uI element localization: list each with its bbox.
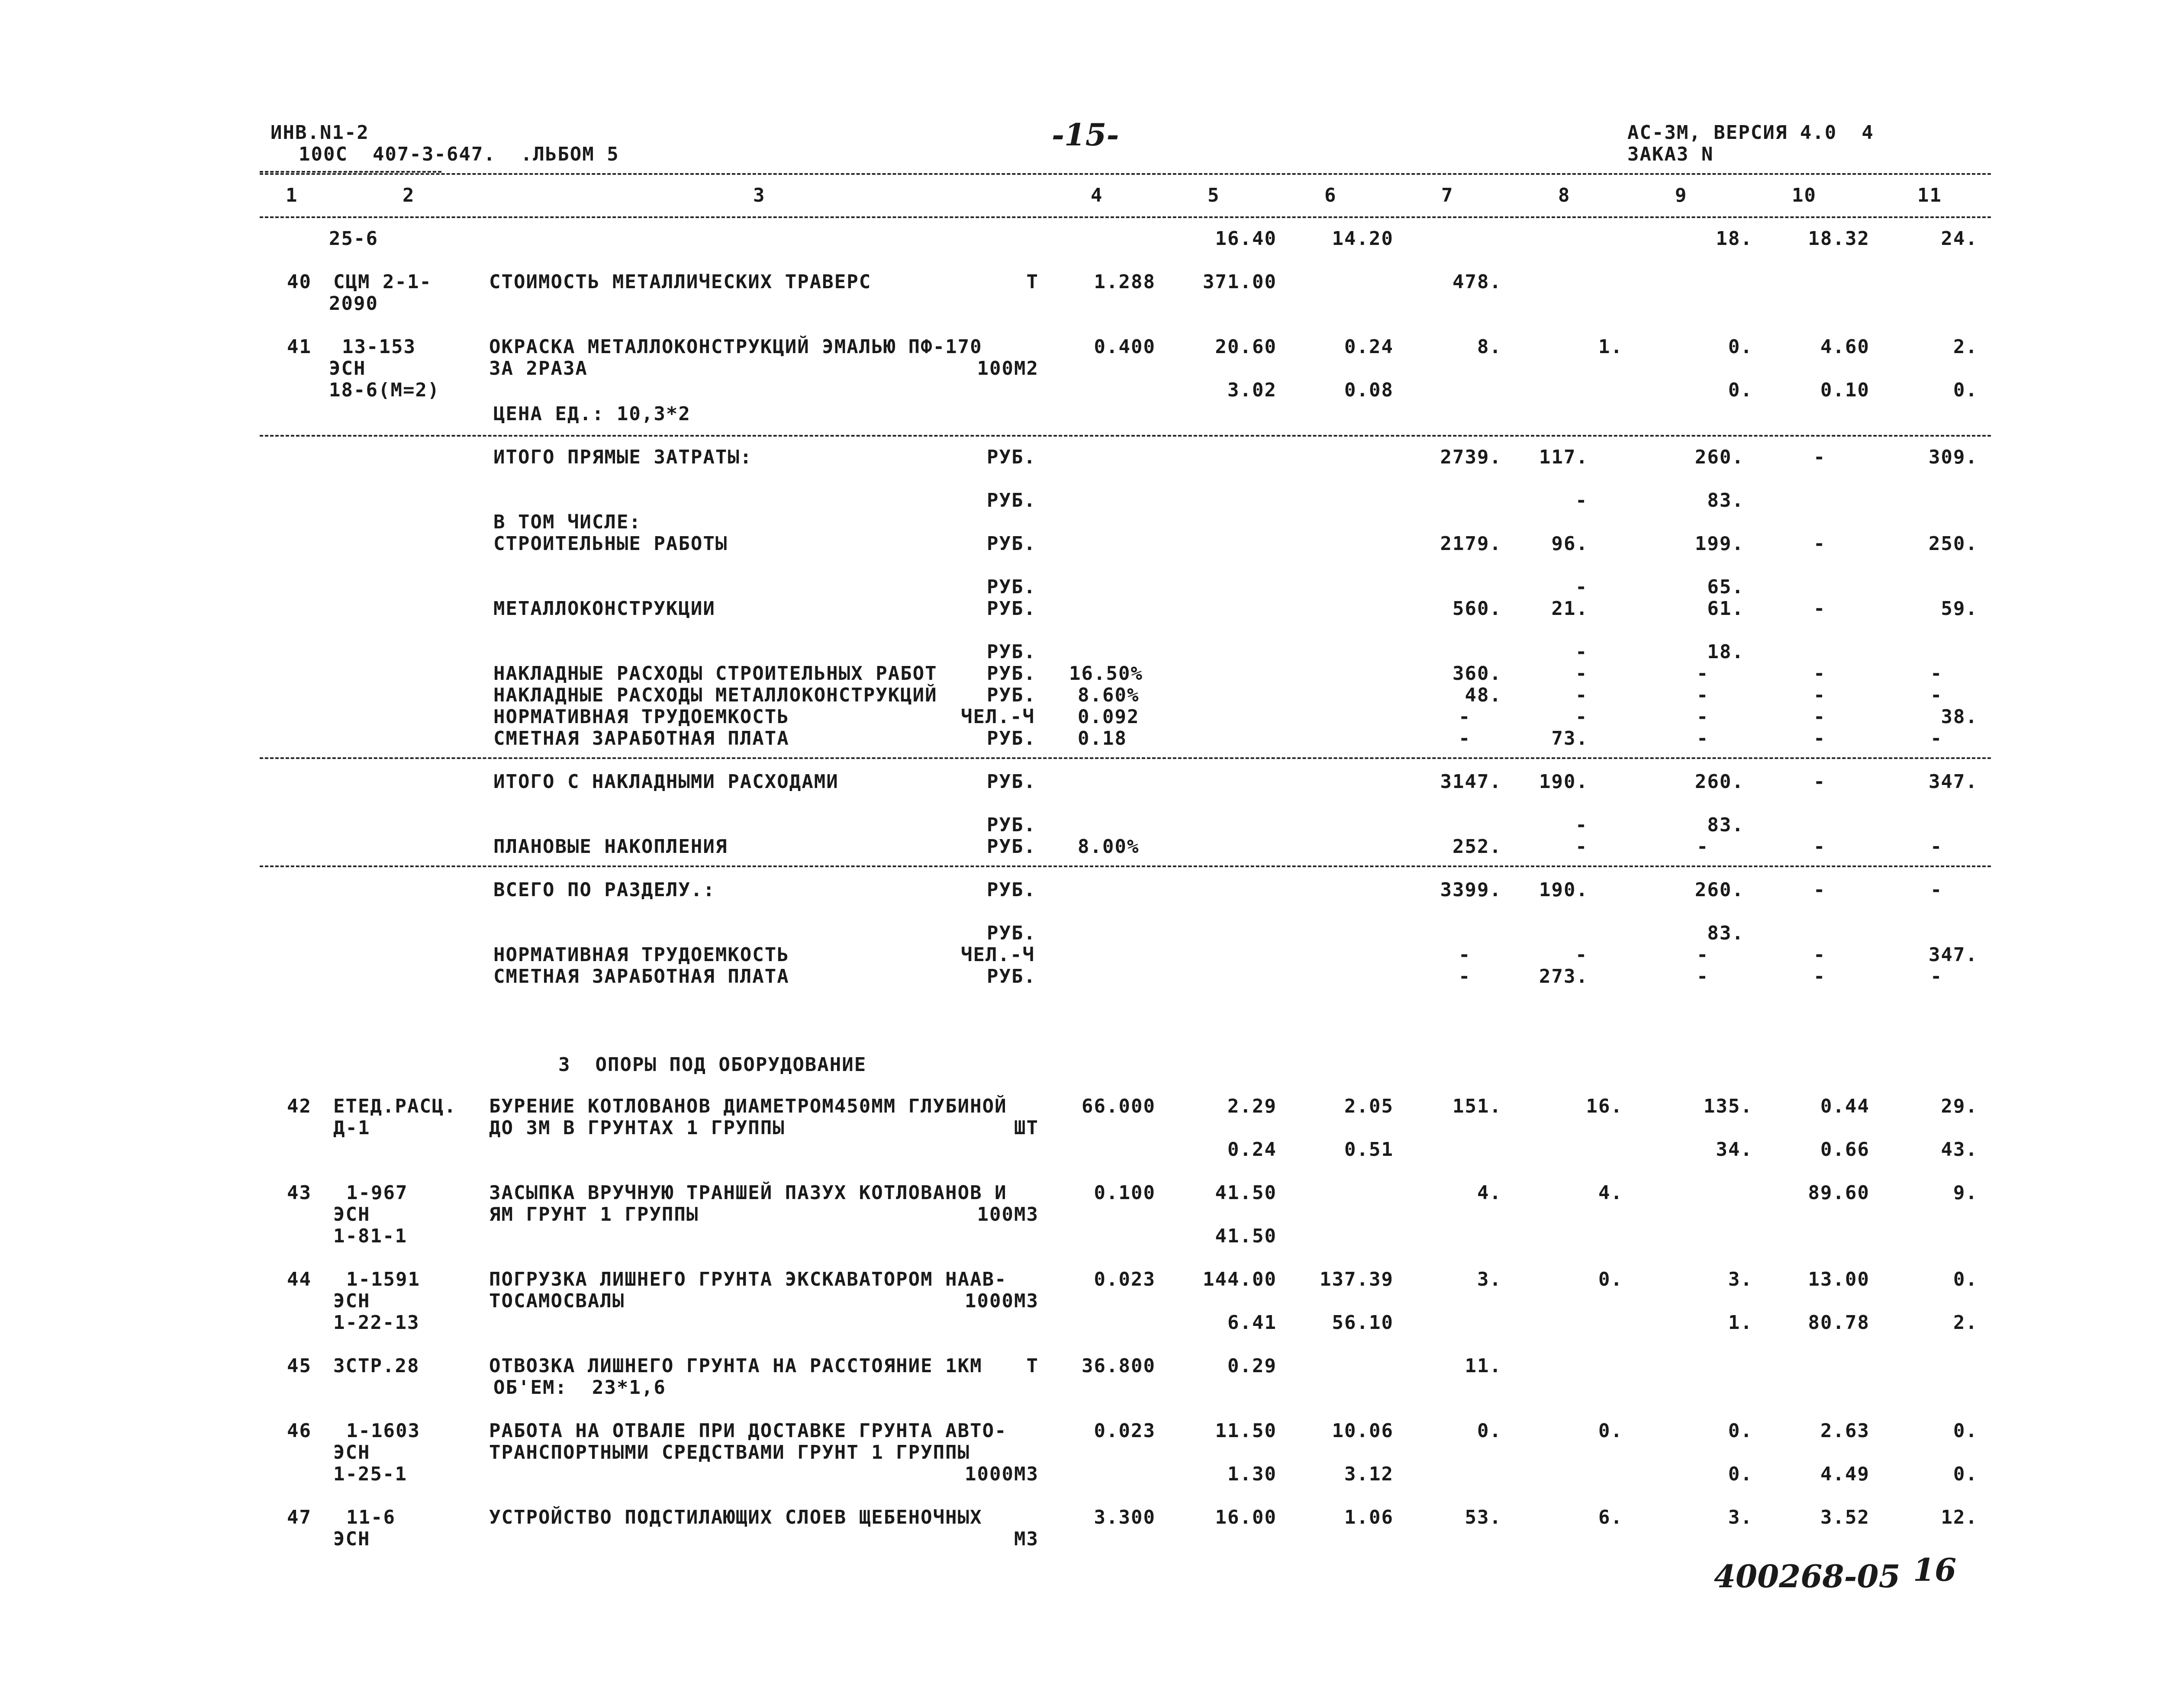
cell-col5: 3.02 — [1227, 379, 1277, 401]
section-title: 3 ОПОРЫ ПОД ОБОРУДОВАНИЕ — [558, 1054, 867, 1076]
summary-col8: 21. — [1551, 598, 1588, 620]
cell-code: СЦМ 2-1- — [333, 271, 432, 293]
cell-code: 25-6 — [329, 228, 378, 250]
cell-col4: 0.023 — [1094, 1268, 1156, 1290]
cell-code: 13-153 — [342, 336, 416, 358]
summary-unit: РУБ. — [987, 922, 1036, 944]
cell-unit: М3 — [1014, 1528, 1039, 1550]
cell-col11: 9. — [1953, 1182, 1978, 1204]
column-header: 11 — [1917, 184, 1942, 206]
cell-col10: 4.60 — [1820, 336, 1870, 358]
summary-col11: 347. — [1929, 771, 1978, 793]
cell-position: 40 — [287, 271, 312, 293]
summary-col8: - — [1575, 706, 1588, 728]
cell-col9: 1. — [1728, 1312, 1753, 1334]
summary-col8: 273. — [1539, 965, 1588, 987]
column-header: 7 — [1441, 184, 1454, 206]
summary-label: СТРОИТЕЛЬНЫЕ РАБОТЫ — [493, 533, 728, 555]
cell-description: БУРЕНИЕ КОТЛОВАНОВ ДИАМЕТРОМ450ММ ГЛУБИНОЙ — [489, 1095, 1007, 1117]
cell-col9: 3. — [1728, 1268, 1753, 1290]
summary-col9: - — [1697, 727, 1709, 749]
cell-col5: 371.00 — [1203, 271, 1277, 293]
summary-unit: РУБ. — [987, 533, 1036, 555]
divider — [260, 171, 441, 173]
summary-col7: 252. — [1452, 836, 1502, 858]
cell-col11: 12. — [1941, 1506, 1978, 1528]
summary-col9: 260. — [1695, 879, 1744, 901]
cell-col5: 1.30 — [1227, 1463, 1277, 1485]
summary-unit: РУБ. — [987, 641, 1036, 663]
summary-col10: - — [1813, 965, 1826, 987]
cell-col6: 0.08 — [1344, 379, 1394, 401]
cell-unit: ШТ — [1014, 1117, 1039, 1139]
cell-position: 46 — [287, 1420, 312, 1442]
cell-col10: 89.60 — [1808, 1182, 1870, 1204]
cell-col5: 11.50 — [1215, 1420, 1277, 1442]
cell-col10: 3.52 — [1820, 1506, 1870, 1528]
summary-col8: 190. — [1539, 771, 1588, 793]
cell-position: 44 — [287, 1268, 312, 1290]
cell-col7: 151. — [1452, 1095, 1502, 1117]
cell-position: 42 — [287, 1095, 312, 1117]
cell-col6: 56.10 — [1332, 1312, 1394, 1334]
summary-col8: 117. — [1539, 446, 1588, 468]
summary-unit: РУБ. — [987, 727, 1036, 749]
summary-unit: РУБ. — [987, 814, 1036, 836]
cell-code: ЭСН — [329, 357, 366, 380]
summary-col10: - — [1813, 598, 1826, 620]
cell-col11: 0. — [1953, 1420, 1978, 1442]
cell-description: ОКРАСКА МЕТАЛЛОКОНСТРУКЦИЙ ЭМАЛЬЮ ПФ-170 — [489, 336, 982, 358]
cell-unit: 1000М3 — [965, 1290, 1039, 1312]
cell-position: 41 — [287, 336, 312, 358]
summary-col8: - — [1575, 814, 1588, 836]
cell-col5: 0.24 — [1227, 1139, 1277, 1161]
cell-col7: 8. — [1477, 336, 1502, 358]
summary-col7: - — [1459, 944, 1471, 966]
summary-col9: 83. — [1707, 814, 1744, 836]
cell-position: 47 — [287, 1506, 312, 1528]
cell-description: ЯМ ГРУНТ 1 ГРУППЫ — [489, 1203, 699, 1226]
summary-col11: - — [1930, 965, 1943, 987]
cell-col5: 16.00 — [1215, 1506, 1277, 1528]
cell-col4: 0.400 — [1094, 336, 1156, 358]
cell-code: ЭСН — [333, 1290, 370, 1312]
cell-col8: 0. — [1598, 1268, 1623, 1290]
column-header: 3 — [753, 184, 766, 206]
summary-col9: 83. — [1707, 922, 1744, 944]
cell-code: 11-6 — [346, 1506, 396, 1528]
cell-col4: 0.100 — [1094, 1182, 1156, 1204]
cell-code: Д-1 — [333, 1117, 370, 1139]
cell-description: УСТРОЙСТВО ПОДСТИЛАЮЩИХ СЛОЕВ ЩЕБЕНОЧНЫХ — [489, 1506, 982, 1528]
cell-col9: 0. — [1728, 1420, 1753, 1442]
divider — [260, 757, 1991, 759]
summary-col4: 8.60% — [1078, 684, 1140, 706]
summary-col11: 347. — [1929, 944, 1978, 966]
cell-col10: 4.49 — [1820, 1463, 1870, 1485]
summary-col10: - — [1813, 533, 1826, 555]
summary-col7: 3147. — [1440, 771, 1502, 793]
summary-col7: 560. — [1452, 598, 1502, 620]
summary-col7: 2739. — [1440, 446, 1502, 468]
summary-col8: 190. — [1539, 879, 1588, 901]
cell-code: 1-1591 — [346, 1268, 420, 1290]
cell-col11: 0. — [1953, 1463, 1978, 1485]
cell-col6: 3.12 — [1344, 1463, 1394, 1485]
summary-col11: 250. — [1929, 533, 1978, 555]
cell-unit: Т — [1026, 1355, 1039, 1377]
summary-col10: - — [1813, 727, 1826, 749]
cell-code: 1-81-1 — [333, 1225, 407, 1247]
cell-col8: 1. — [1598, 336, 1623, 358]
summary-col10: - — [1813, 879, 1826, 901]
cell-col4: 3.300 — [1094, 1506, 1156, 1528]
summary-label: МЕТАЛЛОКОНСТРУКЦИИ — [493, 598, 715, 620]
summary-label: НОРМАТИВНАЯ ТРУДОЕМКОСТЬ — [493, 706, 789, 728]
summary-col10: - — [1813, 684, 1826, 706]
summary-col9: 61. — [1707, 598, 1744, 620]
summary-unit: РУБ. — [987, 663, 1036, 685]
summary-col10: - — [1813, 836, 1826, 858]
summary-label: В ТОМ ЧИСЛЕ: — [493, 511, 641, 533]
summary-col9: 260. — [1695, 446, 1744, 468]
cell-col7: 4. — [1477, 1182, 1502, 1204]
summary-label: СМЕТНАЯ ЗАРАБОТНАЯ ПЛАТА — [493, 727, 789, 749]
cell-unit: 100М3 — [977, 1203, 1039, 1226]
summary-unit: РУБ. — [987, 446, 1036, 468]
summary-unit: РУБ. — [987, 771, 1036, 793]
summary-col10: - — [1813, 706, 1826, 728]
summary-unit: РУБ. — [987, 598, 1036, 620]
cell-col8: 0. — [1598, 1420, 1623, 1442]
cell-unit: 100М2 — [977, 357, 1039, 380]
cell-col10: 0.66 — [1820, 1139, 1870, 1161]
cell-col10: 2.63 — [1820, 1420, 1870, 1442]
cell-code: 18-6(М=2) — [329, 379, 440, 401]
summary-col11: 309. — [1929, 446, 1978, 468]
column-header: 5 — [1208, 184, 1220, 206]
summary-col4: 0.092 — [1078, 706, 1140, 728]
summary-label: НОРМАТИВНАЯ ТРУДОЕМКОСТЬ — [493, 944, 789, 966]
summary-col9: - — [1697, 663, 1709, 685]
document-code: 100С 407-3-647. .ЛЬБОМ 5 — [299, 143, 619, 165]
divider — [260, 435, 1991, 437]
cell-description: ТРАНСПОРТНЫМИ СРЕДСТВАМИ ГРУНТ 1 ГРУППЫ — [489, 1441, 970, 1464]
cell-description: СТОИМОСТЬ МЕТАЛЛИЧЕСКИХ ТРАВЕРС — [489, 271, 872, 293]
cell-col11: 2. — [1953, 336, 1978, 358]
summary-col7: 2179. — [1440, 533, 1502, 555]
cell-col9: 0. — [1728, 1463, 1753, 1485]
summary-col9: 65. — [1707, 576, 1744, 598]
cell-col11: 0. — [1953, 379, 1978, 401]
summary-col9: - — [1697, 684, 1709, 706]
summary-unit: ЧЕЛ.-Ч — [961, 706, 1035, 728]
summary-col11: 38. — [1941, 706, 1978, 728]
summary-col7: 3399. — [1440, 879, 1502, 901]
cell-position: 43 — [287, 1182, 312, 1204]
summary-col8: - — [1575, 836, 1588, 858]
summary-col11: - — [1930, 684, 1943, 706]
divider — [260, 216, 1991, 218]
cell-col5: 41.50 — [1215, 1182, 1277, 1204]
summary-col11: 59. — [1941, 598, 1978, 620]
summary-col7: - — [1459, 965, 1471, 987]
cell-col10: 18.32 — [1808, 228, 1870, 250]
cell-col9: 3. — [1728, 1506, 1753, 1528]
cell-col6: 137.39 — [1320, 1268, 1394, 1290]
column-header: 4 — [1091, 184, 1103, 206]
summary-unit: РУБ. — [987, 879, 1036, 901]
summary-col10: - — [1813, 771, 1826, 793]
inventory-number: ИНВ.N1-2 — [271, 122, 369, 144]
cell-col6: 0.51 — [1344, 1139, 1394, 1161]
summary-col9: - — [1697, 965, 1709, 987]
cell-col5: 6.41 — [1227, 1312, 1277, 1334]
cell-col6: 10.06 — [1332, 1420, 1394, 1442]
program-version: АС-3М, ВЕРСИЯ 4.0 4 — [1627, 122, 1874, 144]
summary-col8: - — [1575, 663, 1588, 685]
summary-col10: - — [1813, 446, 1826, 468]
summary-col9: - — [1697, 836, 1709, 858]
cell-code: ЗСТР.28 — [333, 1355, 420, 1377]
cell-col5: 2.29 — [1227, 1095, 1277, 1117]
summary-col4: 0.18 — [1078, 727, 1127, 749]
cell-col7: 11. — [1465, 1355, 1502, 1377]
cell-col6: 14.20 — [1332, 228, 1394, 250]
column-header: 1 — [286, 184, 298, 206]
cell-description: ОТВОЗКА ЛИШНЕГО ГРУНТА НА РАССТОЯНИЕ 1КМ — [489, 1355, 982, 1377]
cell-col4: 66.000 — [1082, 1095, 1156, 1117]
summary-col7: - — [1459, 727, 1471, 749]
cell-col5: 16.40 — [1215, 228, 1277, 250]
summary-label: СМЕТНАЯ ЗАРАБОТНАЯ ПЛАТА — [493, 965, 789, 987]
cell-col11: 0. — [1953, 1268, 1978, 1290]
summary-label: ИТОГО ПРЯМЫЕ ЗАТРАТЫ: — [493, 446, 753, 468]
cell-description: ТОСАМОСВАЛЫ — [489, 1290, 625, 1312]
summary-unit: РУБ. — [987, 965, 1036, 987]
divider — [260, 173, 1991, 175]
cell-col9: 0. — [1728, 336, 1753, 358]
cell-col5: 41.50 — [1215, 1225, 1277, 1247]
cell-code: 2090 — [329, 293, 378, 315]
summary-col9: - — [1697, 706, 1709, 728]
summary-unit: РУБ. — [987, 576, 1036, 598]
summary-col4: 16.50% — [1069, 663, 1143, 685]
summary-col9: - — [1697, 944, 1709, 966]
cell-col9: 135. — [1704, 1095, 1753, 1117]
summary-col9: 83. — [1707, 489, 1744, 511]
summary-col9: 199. — [1695, 533, 1744, 555]
column-header: 10 — [1792, 184, 1816, 206]
cell-col11: 24. — [1941, 228, 1978, 250]
summary-col8: - — [1575, 489, 1588, 511]
cell-col7: 3. — [1477, 1268, 1502, 1290]
summary-col10: - — [1813, 663, 1826, 685]
summary-label: ПЛАНОВЫЕ НАКОПЛЕНИЯ — [493, 836, 728, 858]
cell-code: ЕТЕД.РАСЦ. — [333, 1095, 457, 1117]
summary-col10: - — [1813, 944, 1826, 966]
summary-label: НАКЛАДНЫЕ РАСХОДЫ СТРОИТЕЛЬНЫХ РАБОТ — [493, 663, 937, 685]
cell-code: 1-1603 — [346, 1420, 420, 1442]
cell-unit: 1000М3 — [965, 1463, 1039, 1485]
cell-col10: 0.10 — [1820, 379, 1870, 401]
cell-description: ДО 3М В ГРУНТАХ 1 ГРУППЫ — [489, 1117, 785, 1139]
cell-col10: 13.00 — [1808, 1268, 1870, 1290]
summary-unit: РУБ. — [987, 836, 1036, 858]
summary-col11: - — [1930, 663, 1943, 685]
column-header: 2 — [403, 184, 415, 206]
cell-description: РАБОТА НА ОТВАЛЕ ПРИ ДОСТАВКЕ ГРУНТА АВТО- — [489, 1420, 1007, 1442]
cell-position: 45 — [287, 1355, 312, 1377]
summary-col7: - — [1459, 706, 1471, 728]
cell-col9: 34. — [1716, 1139, 1753, 1161]
column-header: 9 — [1675, 184, 1688, 206]
cell-col5: 0.29 — [1227, 1355, 1277, 1377]
order-number: ЗАКАЗ N — [1627, 143, 1714, 165]
cell-code: 1-967 — [346, 1182, 408, 1204]
summary-col7: 360. — [1452, 663, 1502, 685]
column-header: 6 — [1324, 184, 1337, 206]
cell-col8: 6. — [1598, 1506, 1623, 1528]
cell-col10: 0.44 — [1820, 1095, 1870, 1117]
cell-col7: 478. — [1452, 271, 1502, 293]
cell-col7: 0. — [1477, 1420, 1502, 1442]
summary-label: ИТОГО С НАКЛАДНЫМИ РАСХОДАМИ — [493, 771, 839, 793]
cell-col6: 0.24 — [1344, 336, 1394, 358]
handwritten-code: 400268-05 — [1714, 1558, 1900, 1595]
summary-col7: 48. — [1465, 684, 1502, 706]
summary-col9: 260. — [1695, 771, 1744, 793]
cell-description: ПОГРУЗКА ЛИШНЕГО ГРУНТА ЭКСКАВАТОРОМ НААВ- — [489, 1268, 1007, 1290]
cell-description: ЗАСЫПКА ВРУЧНУЮ ТРАНШЕЙ ПАЗУХ КОТЛОВАНОВ И — [489, 1182, 1007, 1204]
summary-col8: - — [1575, 684, 1588, 706]
summary-col8: - — [1575, 641, 1588, 663]
cell-description: ЗА 2РАЗА — [489, 357, 588, 380]
summary-col11: - — [1930, 727, 1943, 749]
cell-col8: 4. — [1598, 1182, 1623, 1204]
cell-col5: 144.00 — [1203, 1268, 1277, 1290]
cell-col4: 36.800 — [1082, 1355, 1156, 1377]
cell-code: ЭСН — [333, 1528, 370, 1550]
summary-col8: - — [1575, 944, 1588, 966]
summary-label: НАКЛАДНЫЕ РАСХОДЫ МЕТАЛЛОКОНСТРУКЦИЙ — [493, 684, 937, 706]
cell-col9: 18. — [1716, 228, 1753, 250]
handwritten-sheet-number: 16 — [1913, 1551, 1957, 1588]
column-header: 8 — [1558, 184, 1571, 206]
cell-col4: 1.288 — [1094, 271, 1156, 293]
cell-description: ОБ'ЕМ: 23*1,6 — [493, 1377, 666, 1399]
cell-col11: 2. — [1953, 1312, 1978, 1334]
summary-col9: 18. — [1707, 641, 1744, 663]
cell-col4: 0.023 — [1094, 1420, 1156, 1442]
summary-col11: - — [1930, 879, 1943, 901]
summary-col8: - — [1575, 576, 1588, 598]
summary-label: ВСЕГО ПО РАЗДЕЛУ.: — [493, 879, 715, 901]
cell-col6: 1.06 — [1344, 1506, 1394, 1528]
summary-unit: РУБ. — [987, 684, 1036, 706]
cell-col9: 0. — [1728, 379, 1753, 401]
cell-col5: 20.60 — [1215, 336, 1277, 358]
summary-col11: - — [1930, 836, 1943, 858]
cell-col10: 80.78 — [1808, 1312, 1870, 1334]
cell-col8: 16. — [1586, 1095, 1623, 1117]
cell-code: ЭСН — [333, 1441, 370, 1464]
summary-col8: 73. — [1551, 727, 1588, 749]
cell-col11: 29. — [1941, 1095, 1978, 1117]
summary-col8: 96. — [1551, 533, 1588, 555]
cell-col11: 43. — [1941, 1139, 1978, 1161]
cell-col7: 53. — [1465, 1506, 1502, 1528]
summary-unit: РУБ. — [987, 489, 1036, 511]
summary-unit: ЧЕЛ.-Ч — [961, 944, 1035, 966]
cell-code: 1-22-13 — [333, 1312, 420, 1334]
cell-code: ЭСН — [333, 1203, 370, 1226]
divider — [260, 865, 1991, 867]
page-number: -15- — [1052, 117, 1119, 153]
cell-code: 1-25-1 — [333, 1463, 407, 1485]
cell-unit: Т — [1026, 271, 1039, 293]
unit-price-note: ЦЕНА ЕД.: 10,3*2 — [493, 403, 691, 425]
summary-col4: 8.00% — [1078, 836, 1140, 858]
cell-col6: 2.05 — [1344, 1095, 1394, 1117]
